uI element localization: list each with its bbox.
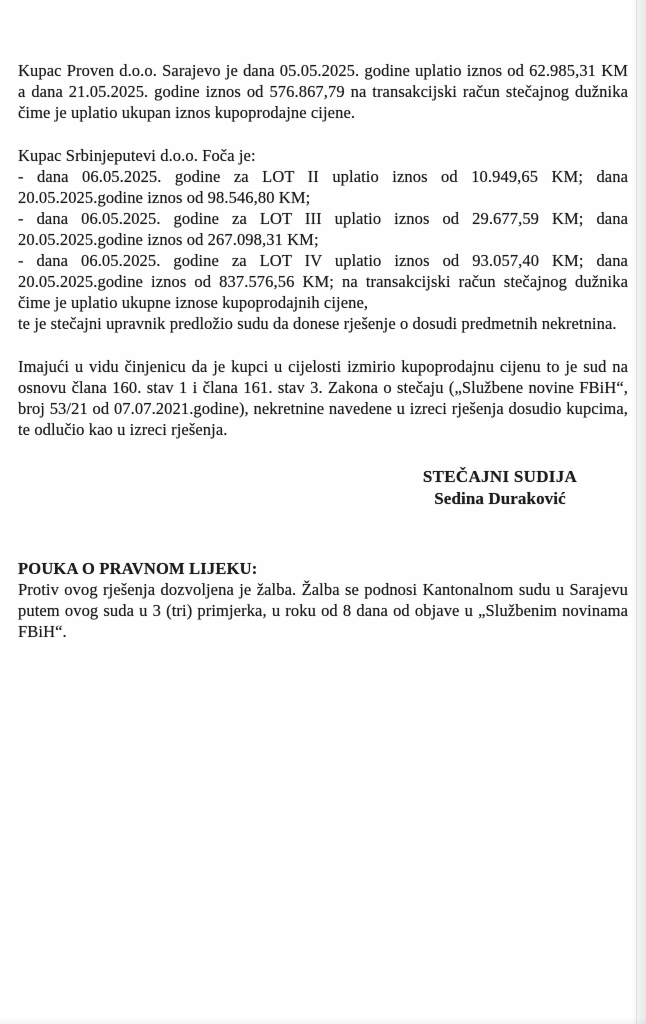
scan-right-edge-shadow [632,0,646,1024]
legal-remedy-paragraph: Protiv ovog rješenja dozvoljena je žalba. Žalba se podnosi Kantonalnom sudu u Sarajevu putem ovog suda u 3 (tri) primjerka, u roku od 8 dana od objave u „Službenim novinama FBiH“. [18,580,628,641]
document-body [18,60,628,642]
buyer-srbinjeputevi-line: Kupac Srbinjeputevi d.o.o. Foča je: [18,146,256,165]
trustee-proposal-line: te je stečajni upravnik predložio sudu da donese rješenje o dosudi predmetnih nekretnina. [18,314,617,333]
judge-title: STEČAJNI SUDIJA [422,467,578,486]
legal-basis-paragraph: Imajući u vidu činjenicu da je kupci u cijelosti izmirio kupoprodajnu cijenu to je sud na osnovu člana 160. stav 1 i člana 161. stav 3. Zakona o stečaju („Službene novine FBiH“, broj 53/21 od 07.07.2021.godine), nekretnine navedene u izreci rješenja dosudio kupcima, te odlučio kao u izreci rješenja. [18,357,628,439]
lot-payment-item: - dana 06.05.2025. godine za LOT II uplatio iznos od 10.949,65 KM; dana 20.05.2025.godine iznos od 98.546,80 KM; [18,167,628,207]
lot-payment-item: - dana 06.05.2025. godine za LOT IV uplatio iznos od 93.057,40 KM; dana 20.05.2025.godine iznos od 837.576,56 KM; na transakcijski račun stečajnog dužnika čime je uplatio ukupne iznose kupoprodajnih cijene, [18,251,628,312]
payment-paragraph-proven: Kupac Proven d.o.o. Sarajevo je dana 05.05.2025. godine uplatio iznos od 62.985,31 KM a dana 21.05.2025. godine iznos od 576.867,79 na transakcijski račun stečajnog dužnika čime je uplatio ukupan iznos kupoprodajne cijene. [18,61,628,122]
legal-remedy-heading: POUKA O PRAVNOM LIJEKU: [18,559,258,578]
scan-bottom-edge-shadow [0,1018,646,1024]
scan-edge-line [636,0,637,1024]
signature-block [380,466,620,510]
judge-name: Sedina Duraković [434,489,566,508]
lot-payment-item: - dana 06.05.2025. godine za LOT III uplatio iznos od 29.677,59 KM; dana 20.05.2025.godine iznos od 267.098,31 KM; [18,209,628,249]
